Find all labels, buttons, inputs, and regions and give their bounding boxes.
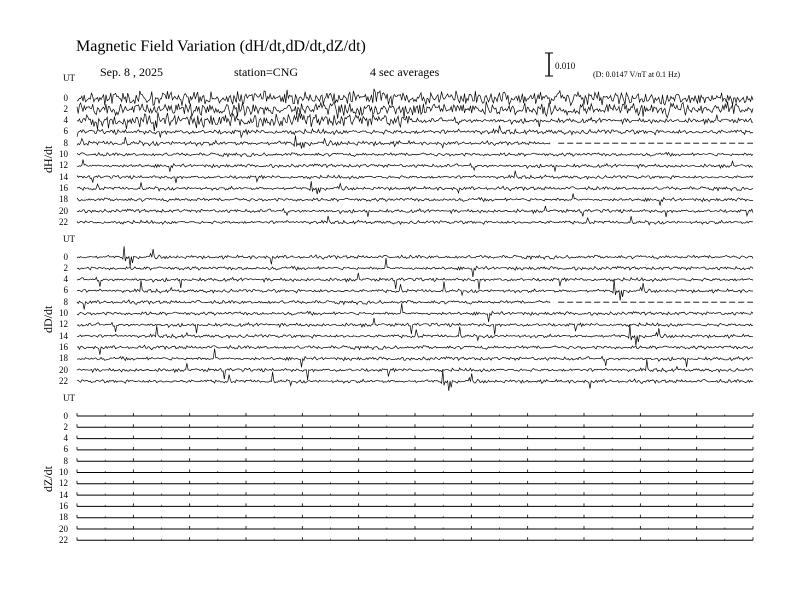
- row-label: 4: [63, 433, 68, 444]
- row-label: 12: [59, 319, 68, 330]
- row-label: 14: [59, 489, 68, 500]
- trace-line: [77, 136, 550, 149]
- trace-line: [77, 206, 753, 217]
- row-label: 12: [59, 478, 68, 489]
- ylabel-dz: dZ/dt: [41, 466, 55, 492]
- ut-label-dz: UT: [63, 393, 75, 403]
- trace-line: [77, 258, 753, 277]
- row-label: 0: [63, 251, 68, 262]
- trace-line: [77, 370, 753, 390]
- trace-line: [77, 216, 753, 225]
- ut-label-dh: UT: [63, 73, 75, 83]
- row-label: 16: [59, 500, 68, 511]
- row-label: 22: [59, 534, 68, 545]
- row-label: 8: [63, 296, 68, 307]
- row-label: 2: [63, 103, 68, 114]
- row-label: 6: [63, 444, 68, 455]
- ut-label-dd: UT: [63, 234, 75, 244]
- row-label: 2: [63, 421, 68, 432]
- row-label: 16: [59, 341, 68, 352]
- row-label: 6: [63, 285, 68, 296]
- trace-line: [77, 152, 753, 156]
- trace-line: [77, 303, 753, 322]
- row-label: 2: [63, 262, 68, 273]
- row-label: 14: [59, 330, 68, 341]
- trace-line: [77, 300, 550, 310]
- trace-line: [77, 349, 753, 368]
- date-label: Sep. 8 , 2025: [100, 65, 163, 79]
- row-label: 10: [59, 308, 68, 318]
- row-label: 22: [59, 216, 68, 227]
- ylabel-dh: dH/dt: [41, 145, 55, 173]
- trace-line: [77, 273, 753, 290]
- trace-line: [77, 193, 753, 205]
- calibration-note: (D: 0.0147 V/nT at 0.1 Hz): [593, 70, 681, 79]
- row-label: 10: [59, 467, 68, 477]
- row-label: 0: [63, 92, 68, 103]
- scale-bar-value: 0.010: [555, 61, 576, 71]
- row-label: 8: [63, 137, 68, 148]
- trace-line: [77, 360, 753, 380]
- row-label: 20: [59, 364, 68, 375]
- trace-line: [77, 325, 753, 345]
- row-label: 8: [63, 455, 68, 466]
- chart-title: Magnetic Field Variation (dH/dt,dD/dt,dZ/dt): [76, 38, 366, 55]
- trace-line: [77, 181, 753, 194]
- trace-line: [77, 160, 753, 172]
- row-label: 6: [63, 126, 68, 137]
- row-label: 18: [59, 353, 68, 364]
- trace-line: [77, 89, 753, 106]
- row-label: 4: [63, 274, 68, 285]
- row-label: 20: [59, 523, 68, 534]
- trace-line: [77, 126, 753, 138]
- station-label: station=CNG: [234, 65, 299, 79]
- trace-line: [77, 280, 753, 300]
- row-label: 22: [59, 375, 68, 386]
- row-label: 16: [59, 182, 68, 193]
- row-label: 12: [59, 160, 68, 171]
- row-label: 18: [59, 194, 68, 205]
- trace-line: [77, 171, 753, 183]
- row-label: 0: [63, 410, 68, 421]
- row-label: 4: [63, 115, 68, 126]
- ylabel-dd: dD/dt: [41, 305, 55, 333]
- trace-line: [77, 246, 753, 266]
- row-label: 14: [59, 171, 68, 182]
- averaging-label: 4 sec averages: [370, 65, 440, 79]
- row-label: 20: [59, 205, 68, 216]
- trace-line: [77, 345, 753, 355]
- trace-line: [77, 112, 753, 131]
- trace-line: [77, 318, 753, 335]
- row-label: 10: [59, 149, 68, 159]
- row-label: 18: [59, 512, 68, 523]
